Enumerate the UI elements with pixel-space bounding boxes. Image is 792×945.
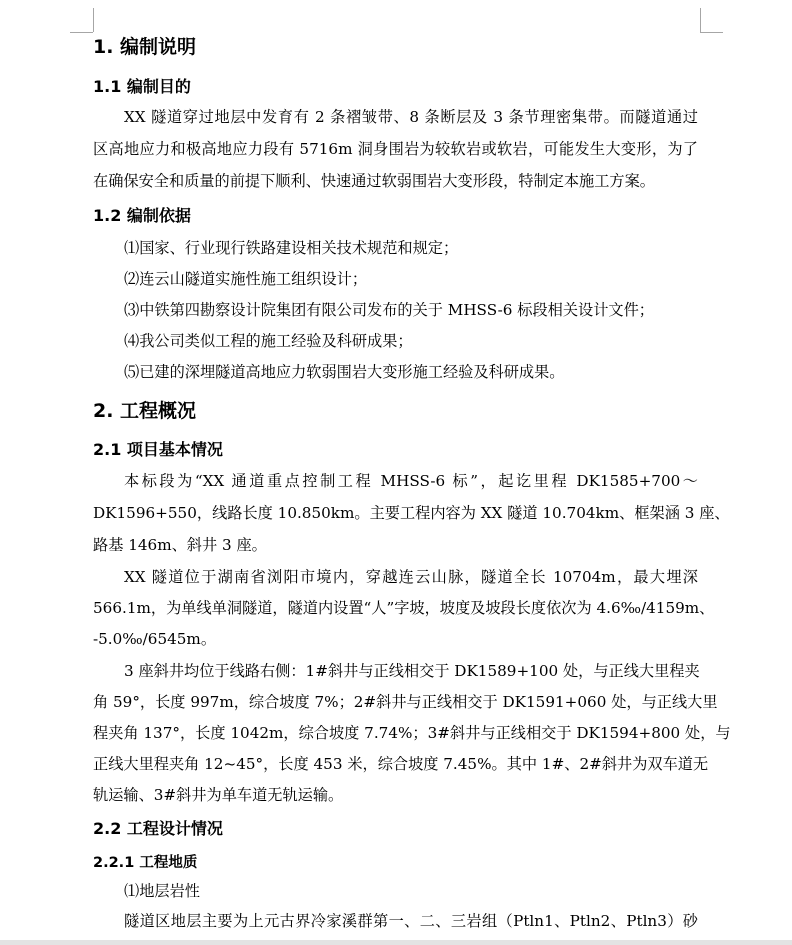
heading-2: 2. 工程概况 [93, 400, 197, 422]
crop-mark-top-left-h [70, 31, 93, 33]
para-line: 程夹角 137°，长度 1042m，综合坡度 7.74%；3#斜井与正线相交于 DK1594+800 处，与 [93, 724, 731, 742]
para-line: 566.1m，为单线单洞隧道，隧道内设置“人”字坡，坡度及坡段长度依次为 4.6‰/4159m、 [93, 599, 715, 617]
heading-2-1: 2.1 项目基本情况 [93, 440, 223, 459]
heading-2-2: 2.2 工程设计情况 [93, 819, 223, 838]
para-line: 隧道区地层主要为上元古界冷家溪群第一、二、三岩组（Ptln1、Ptln2、Ptln3）砂 [124, 912, 698, 930]
heading-1: 1. 编制说明 [93, 36, 197, 58]
page-bottom-edge [0, 940, 792, 945]
basis-item: ⑴国家、行业现行铁路建设相关技术规范和规定； [124, 239, 459, 257]
para-line: 轨运输、3#斜井为单车道无轨运输。 [93, 786, 344, 804]
para-line: 在确保安全和质量的前提下顺利、快速通过软弱围岩大变形段，特制定本施工方案。 [93, 172, 655, 190]
para-line: 3 座斜井均位于线路右侧：1#斜井与正线相交于 DK1589+100 处，与正线大里程夹 [124, 662, 700, 680]
heading-1-2: 1.2 编制依据 [93, 206, 191, 225]
para-line: 区高地应力和极高地应力段有 5716m 洞身围岩为较软岩或软岩，可能发生大变形，为了 [93, 140, 698, 158]
para-line: DK1596+550，线路长度 10.850km。主要工程内容为 XX 隧道 10.704km、框架涵 3 座、 [93, 504, 730, 522]
basis-item: ⑸已建的深埋隧道高地应力软弱围岩大变形施工经验及科研成果。 [124, 363, 565, 381]
geo-item: ⑴地层岩性 [124, 882, 200, 900]
basis-item: ⑷我公司类似工程的施工经验及科研成果； [124, 332, 413, 350]
para-line: XX 隧道位于湖南省浏阳市境内，穿越连云山脉，隧道全长 10704m，最大埋深 [124, 568, 698, 586]
para-line: XX 隧道穿过地层中发育有 2 条褶皱带、8 条断层及 3 条节理密集带。而隧道通过 [124, 108, 698, 126]
heading-2-2-1: 2.2.1 工程地质 [93, 855, 198, 871]
basis-item: ⑵连云山隧道实施性施工组织设计； [124, 270, 367, 288]
para-line: -5.0‰/6545m。 [93, 630, 217, 648]
crop-mark-top-right-h [700, 31, 723, 33]
para-line: 正线大里程夹角 12~45°，长度 453 米，综合坡度 7.45%。其中 1#、2#斜井为双车道无 [93, 755, 709, 773]
para-line: 本标段为“XX 通道重点控制工程 MHSS-6 标”，起讫里程 DK1585+700～ [124, 472, 698, 490]
para-line: 路基 146m、斜井 3 座。 [93, 536, 267, 554]
heading-1-1: 1.1 编制目的 [93, 77, 191, 96]
basis-item: ⑶中铁第四勘察设计院集团有限公司发布的关于 MHSS-6 标段相关设计文件； [124, 301, 654, 319]
crop-mark-top-right [700, 8, 702, 32]
crop-mark-top-left [92, 8, 94, 32]
para-line: 角 59°，长度 997m，综合坡度 7%；2#斜井与正线相交于 DK1591+060 处，与正线大里 [93, 693, 718, 711]
